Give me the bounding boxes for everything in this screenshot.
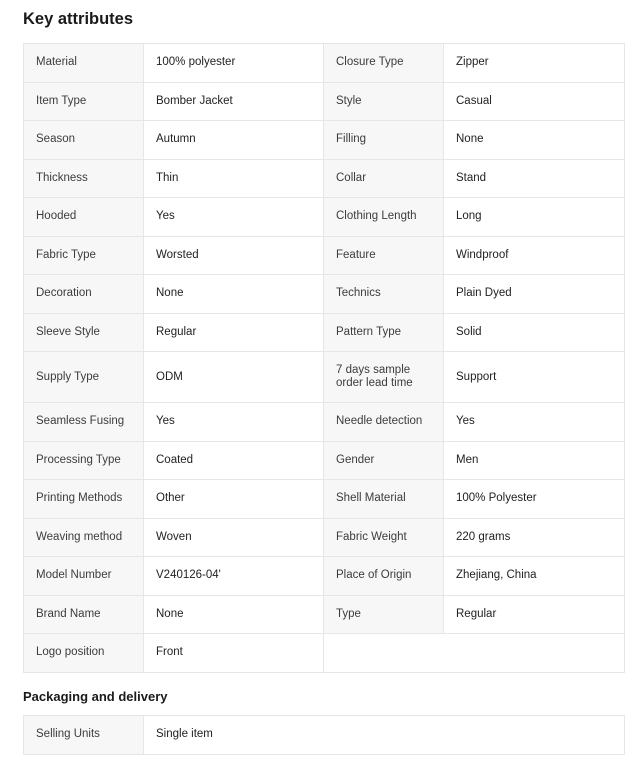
attribute-row: [24, 352, 625, 403]
attribute-value: Windproof: [444, 236, 625, 275]
attribute-label: Thickness: [24, 159, 144, 198]
attribute-value: 100% polyester: [144, 44, 324, 83]
attribute-row: [24, 159, 625, 198]
attribute-value: Men: [444, 441, 625, 480]
attribute-row: [24, 634, 625, 673]
attribute-row: [24, 275, 625, 314]
attribute-value: 100% Polyester: [444, 480, 625, 519]
attribute-value: Yes: [144, 403, 324, 442]
attribute-value: Worsted: [144, 236, 324, 275]
attribute-value: Other: [144, 480, 324, 519]
attribute-row: [24, 82, 625, 121]
attribute-value: Autumn: [144, 121, 324, 160]
attribute-label: Supply Type: [24, 352, 144, 403]
attribute-label: 7 days sample order lead time: [324, 352, 444, 403]
attribute-row: [24, 557, 625, 596]
attribute-label: Place of Origin: [324, 557, 444, 596]
attribute-value: ODM: [144, 352, 324, 403]
attribute-label: Fabric Type: [24, 236, 144, 275]
attribute-value: Yes: [444, 403, 625, 442]
packaging-table: [23, 715, 625, 755]
attribute-label: Printing Methods: [24, 480, 144, 519]
attribute-row: [24, 441, 625, 480]
packaging-row: [24, 716, 625, 755]
attribute-row: [24, 44, 625, 83]
attribute-label: Needle detection: [324, 403, 444, 442]
attribute-value: 220 grams: [444, 518, 625, 557]
attribute-label: Season: [24, 121, 144, 160]
empty-cell: [324, 634, 625, 673]
attribute-row: [24, 236, 625, 275]
attribute-value: Long: [444, 198, 625, 237]
attribute-label: Closure Type: [324, 44, 444, 83]
attribute-label: Clothing Length: [324, 198, 444, 237]
attribute-label: Processing Type: [24, 441, 144, 480]
attribute-row: [24, 403, 625, 442]
attribute-label: Hooded: [24, 198, 144, 237]
attribute-label: Type: [324, 595, 444, 634]
attribute-label: Technics: [324, 275, 444, 314]
attribute-value: None: [144, 275, 324, 314]
attribute-label: Item Type: [24, 82, 144, 121]
attribute-value: Front: [144, 634, 324, 673]
attribute-value: Bomber Jacket: [144, 82, 324, 121]
attribute-value: Solid: [444, 313, 625, 352]
attribute-label: Pattern Type: [324, 313, 444, 352]
attribute-value: Yes: [144, 198, 324, 237]
attribute-label: Sleeve Style: [24, 313, 144, 352]
attribute-row: [24, 595, 625, 634]
attribute-label: Collar: [324, 159, 444, 198]
attribute-label: Material: [24, 44, 144, 83]
attribute-value: Zhejiang, China: [444, 557, 625, 596]
attribute-label: Feature: [324, 236, 444, 275]
attribute-row: [24, 121, 625, 160]
packaging-value: Single item: [144, 716, 625, 755]
attribute-value: Coated: [144, 441, 324, 480]
attribute-value: Stand: [444, 159, 625, 198]
attribute-value: Support: [444, 352, 625, 403]
attribute-value: Regular: [444, 595, 625, 634]
attribute-label: Shell Material: [324, 480, 444, 519]
packaging-delivery-title: Packaging and delivery: [23, 689, 168, 704]
attribute-row: [24, 480, 625, 519]
attribute-value: Casual: [444, 82, 625, 121]
attribute-value: Thin: [144, 159, 324, 198]
attribute-label: Model Number: [24, 557, 144, 596]
attribute-row: [24, 518, 625, 557]
attribute-value: None: [144, 595, 324, 634]
attribute-label: Logo position: [24, 634, 144, 673]
attribute-label: Decoration: [24, 275, 144, 314]
attribute-label: Style: [324, 82, 444, 121]
packaging-label: Selling Units: [24, 716, 144, 755]
attribute-value: None: [444, 121, 625, 160]
attribute-row: [24, 313, 625, 352]
attribute-row: [24, 198, 625, 237]
attribute-label: Seamless Fusing: [24, 403, 144, 442]
attribute-value: V240126-04': [144, 557, 324, 596]
attribute-value: Zipper: [444, 44, 625, 83]
attribute-label: Fabric Weight: [324, 518, 444, 557]
attribute-value: Woven: [144, 518, 324, 557]
attribute-label: Weaving method: [24, 518, 144, 557]
attribute-label: Gender: [324, 441, 444, 480]
attribute-label: Brand Name: [24, 595, 144, 634]
key-attributes-table: [23, 43, 625, 673]
key-attributes-title: Key attributes: [23, 10, 134, 28]
attribute-value: Regular: [144, 313, 324, 352]
attribute-label: Filling: [324, 121, 444, 160]
attribute-value: Plain Dyed: [444, 275, 625, 314]
